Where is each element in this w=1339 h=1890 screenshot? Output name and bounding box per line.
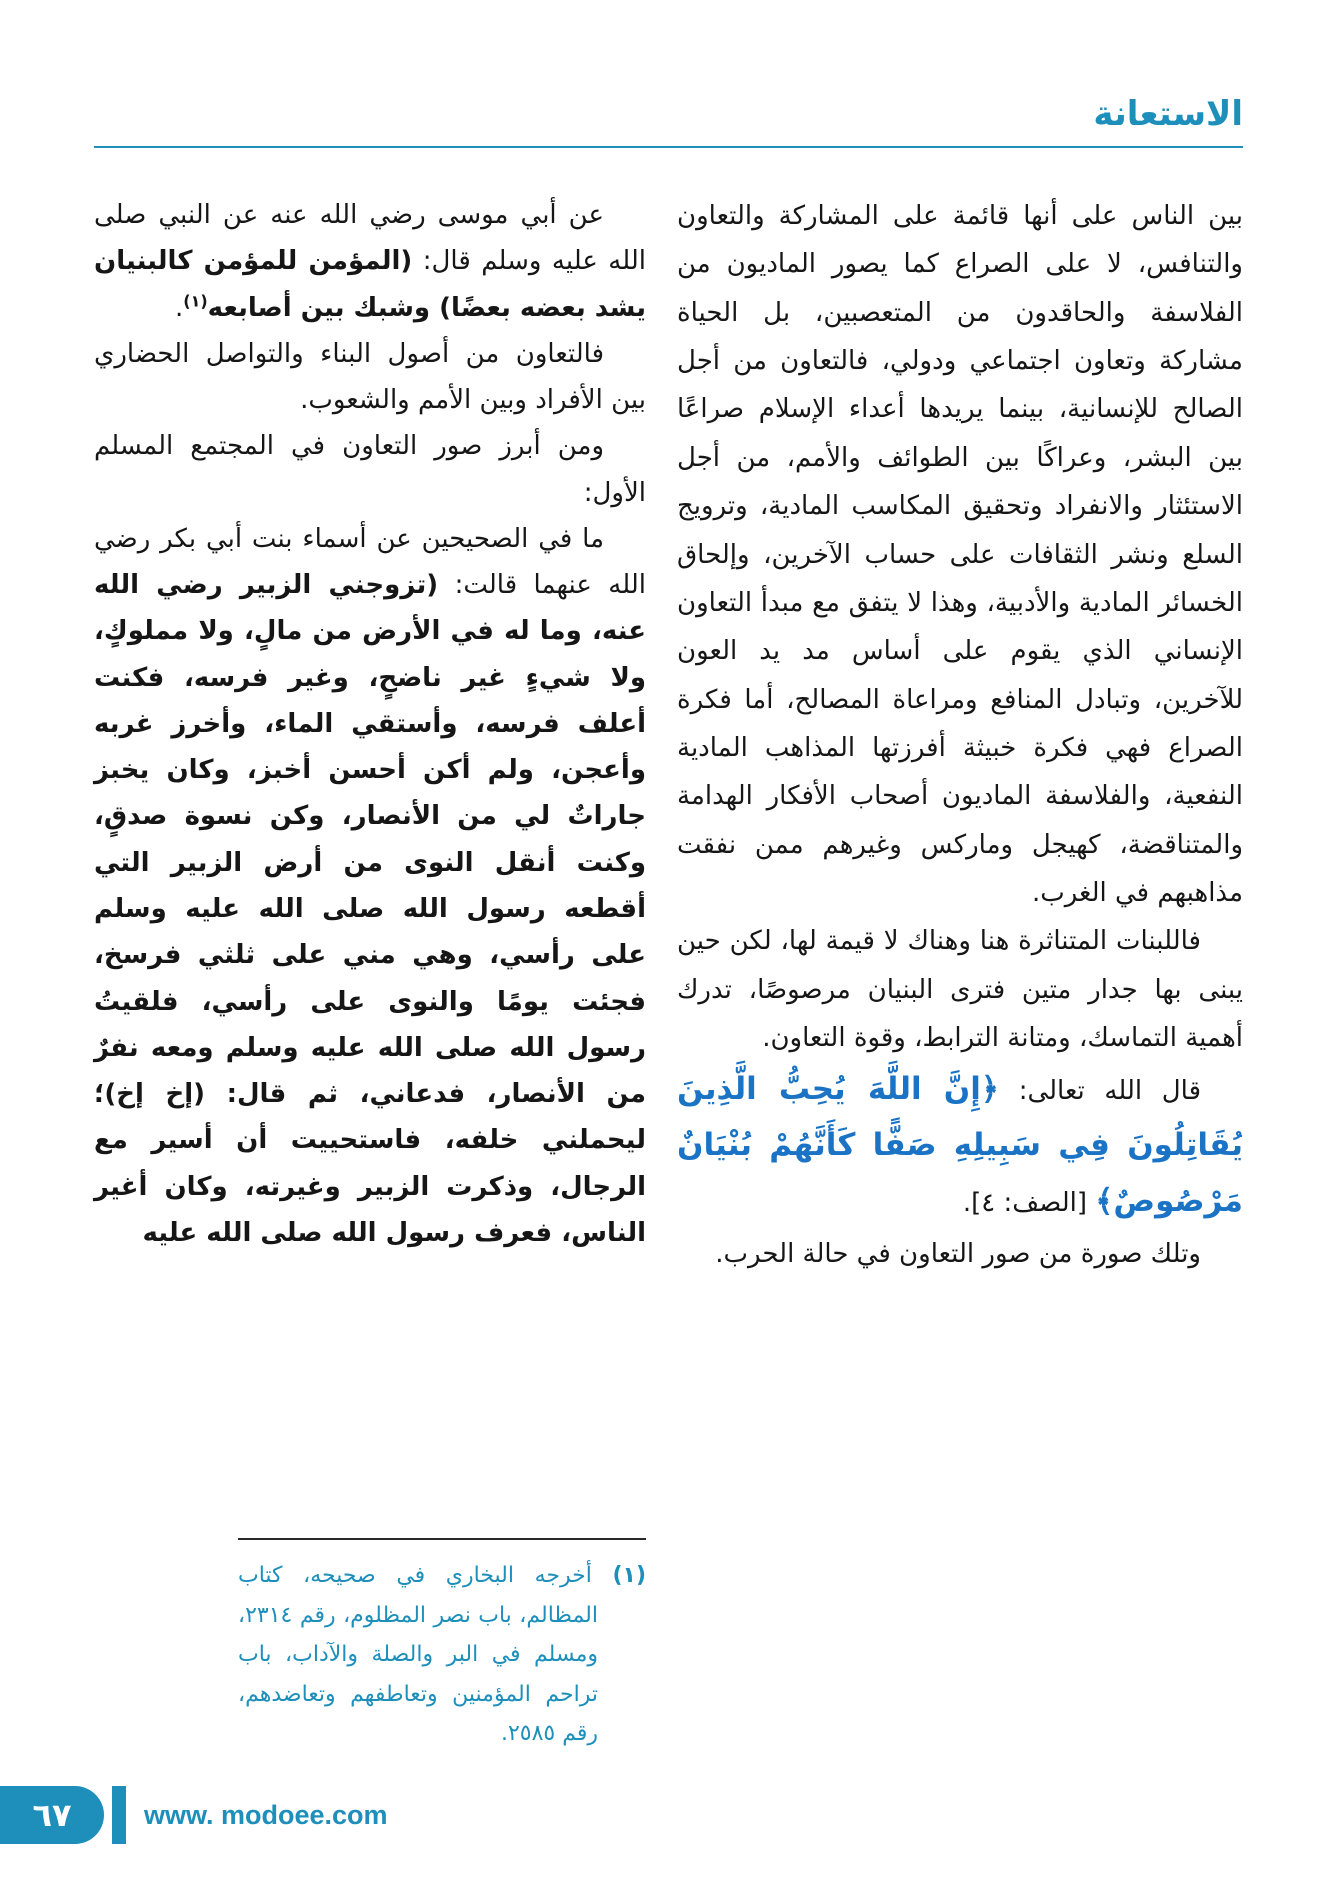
footnote-reference-marker: (١) <box>183 290 208 310</box>
quran-verse: ﴿إِنَّ اللَّهَ يُحِبُّ الَّذِينَ يُقَاتِلُونَ فِي سَبِيلِهِ صَفًّا كَأَنَّهُمْ بُنْيَانٌ مَرْصُوصٌ﴾ <box>677 1071 1243 1220</box>
body-paragraph: فاللبنات المتناثرة هنا وهناك لا قيمة لها، لكن حين يبنى بها جدار متين فترى البنيان مرصوصًا، تدرك أهمية التماسك، ومتانة الترابط، وقوة التعاون. <box>677 926 1243 1054</box>
body-paragraph: ومن أبرز صور التعاون في المجتمع المسلم الأول: <box>94 431 646 508</box>
header-rule <box>94 146 1243 148</box>
body-paragraph: بين الناس على أنها قائمة على المشاركة والتعاون والتنافس، لا على الصراع كما يصور الماديون من الفلاسفة والحاقدون من المتعصبين، بل الحياة مشاركة وتعاون اجتماعي ودولي، فالتعاون من أجل الصالح للإنسانية، بينما يريدها أعداء الإسلام صراعًا بين البشر، وعراكًا بين الطوائف والأمم، من أجل الاستئثار والانفراد وتحقيق المكاسب المادية، وترويج السلع ونشر الثقافات على حساب الآخرين، وإلحاق الخسائر المادية والأدبية، وهذا لا يتفق مع مبدأ التعاون الإنساني الذي يقوم على أساس مد يد العون للآخرين، وتبادل المنافع ومراعاة المصالح، أما فكرة الصراع فهي فكرة خبيثة أفرزتها المذاهب المادية النفعية، والفلاسفة الماديون أصحاب الأفكار الهدامة والمتناقضة، كهيجل وماركس وغيرهم ممن نفقت مذاهبهم في الغرب. <box>677 201 1243 909</box>
footnote-separator-rule <box>238 1538 646 1540</box>
left-column <box>94 192 646 1256</box>
right-column <box>677 192 1243 1278</box>
hadith-paragraph <box>94 516 646 1256</box>
hadith-intro: عن أبي موسى رضي الله عنه عن النبي صلى الله عليه وسلم قال: <box>94 200 646 277</box>
page-number-badge <box>0 1786 104 1844</box>
footnote-text <box>238 1556 646 1754</box>
website-link[interactable]: www. modoee.com <box>144 1800 388 1830</box>
footnote-body: أخرجه البخاري في صحيحه، كتاب المظالم، باب نصر المظلوم، رقم ٢٣١٤، ومسلم في البر والصلة والآداب، باب تراحم المؤمنين وتعاطفهم وتعاضدهم، رقم ٢٥٨٥. <box>238 1563 613 1747</box>
sentence-end: . <box>174 292 184 323</box>
chapter-title: الاستعانة <box>1093 94 1243 134</box>
hadith-paragraph <box>94 192 646 331</box>
verse-paragraph <box>677 1062 1243 1229</box>
page-number: ٦٧ <box>32 1796 72 1834</box>
hadith-intro: ما في الصحيحين عن أسماء بنت أبي بكر رضي الله عنهما قالت: <box>94 523 646 601</box>
page-header <box>94 94 1243 148</box>
hadith-quote: (تزوجني الزبير رضي الله عنه، وما له في الأرض من مالٍ، ولا مملوكٍ، ولا شيءٍ غير ناضحٍ، وغير فرسه، فكنت أعلف فرسه، وأستقي الماء، وأخرز غربه وأعجن، ولم أكن أحسن أخبز، وكان يخبز جاراتٌ لي من الأنصار، وكن نسوة صدقٍ، وكنت أنقل النوى من أرض الزبير التي أقطعه رسول الله صلى الله عليه وسلم على رأسي، وهي مني على ثلثي فرسخ، فجئت يومًا والنوى على رأسي، فلقيتُ رسول الله صلى الله عليه وسلم ومعه نفرٌ من الأنصار، فدعاني، ثم قال: (إخ إخ)؛ ليحملني خلفه، فاستحييت أن أسير مع الرجال، وذكرت الزبير وغيرته، وكان أغير الناس، فعرف رسول الله صلى الله عليه <box>94 570 646 1248</box>
body-paragraph: فالتعاون من أصول البناء والتواصل الحضاري بين الأفراد وبين الأمم والشعوب. <box>94 338 646 416</box>
footer-accent-bar <box>112 1786 126 1844</box>
footnote-box <box>238 1538 646 1754</box>
footnote-marker: (١) <box>612 1563 646 1588</box>
hadith-quote: (المؤمن للمؤمن كالبنيان يشد بعضه بعضًا) وشبك بين أصابعه <box>94 246 646 323</box>
footnote-section <box>94 1538 646 1754</box>
verse-reference: [الصف: ٤]. <box>962 1188 1096 1219</box>
verse-intro: قال الله تعالى: <box>999 1076 1202 1107</box>
body-paragraph: وتلك صورة من صور التعاون في حالة الحرب. <box>715 1238 1201 1269</box>
